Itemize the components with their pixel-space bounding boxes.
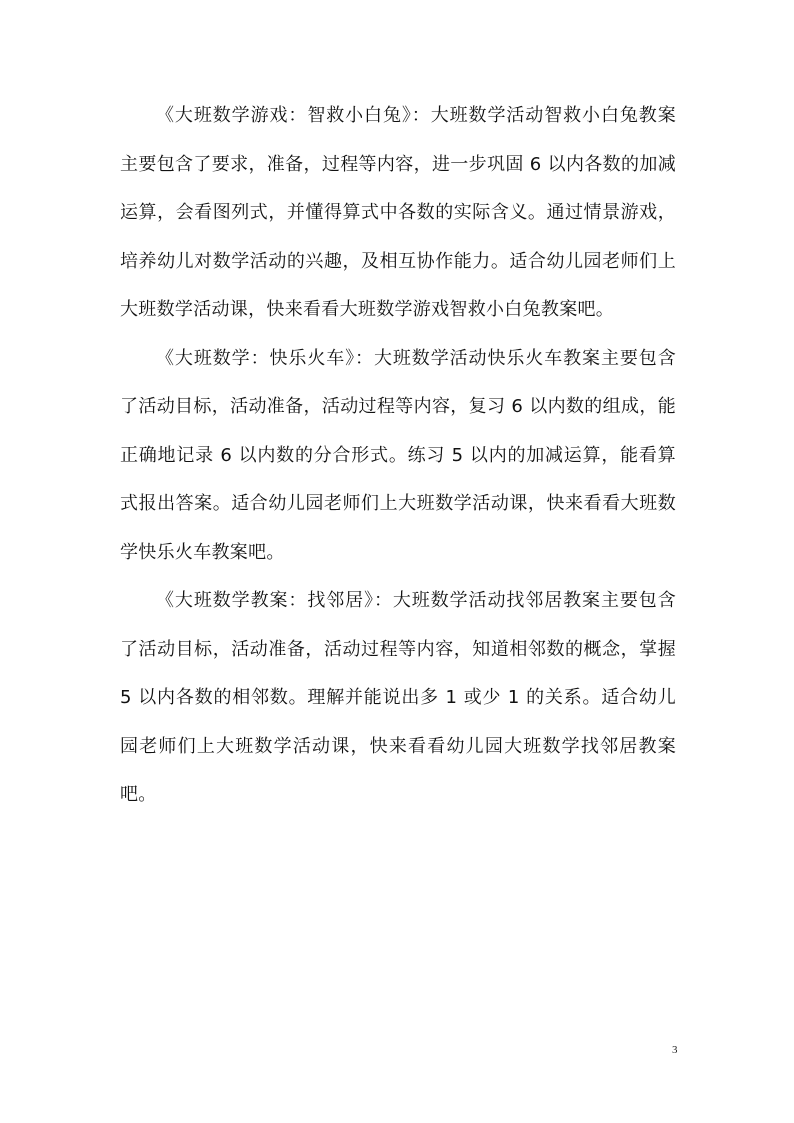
paragraph-happy-train: 《大班数学：快乐火车》：大班数学活动快乐火车教案主要包含了活动目标，活动准备，活动过程等内容，复习 6 以内数的组成，能正确地记录 6 以内数的分合形式。练习 5 以内的加减运算，能看算式报出答案。适合幼儿园老师们上大班数学活动课，快来看看大班数学快乐火车教案吧。 <box>120 347 676 563</box>
page-number: 3 <box>672 1044 678 1056</box>
paragraph-game-rescue-rabbit: 《大班数学游戏：智救小白兔》：大班数学活动智救小白兔教案主要包含了要求，准备，过程等内容，进一步巩固 6 以内各数的加减运算，会看图列式，并懂得算式中各数的实际含义。通过情景游戏，培养幼儿对数学活动的兴趣，及相互协作能力。适合幼儿园老师们上大班数学活动课，快来看看大班数学游戏智救小白兔教案吧。 <box>120 105 676 320</box>
paragraph-find-neighbors: 《大班数学教案：找邻居》：大班数学活动找邻居教案主要包含了活动目标，活动准备，活动过程等内容，知道相邻数的概念，掌握 5 以内各数的相邻数。理解并能说出多 1 或少 1 的关系。适合幼儿园老师们上大班数学活动课，快来看看幼儿园大班数学找邻居教案吧。 <box>120 590 676 805</box>
document-body <box>120 92 676 820</box>
